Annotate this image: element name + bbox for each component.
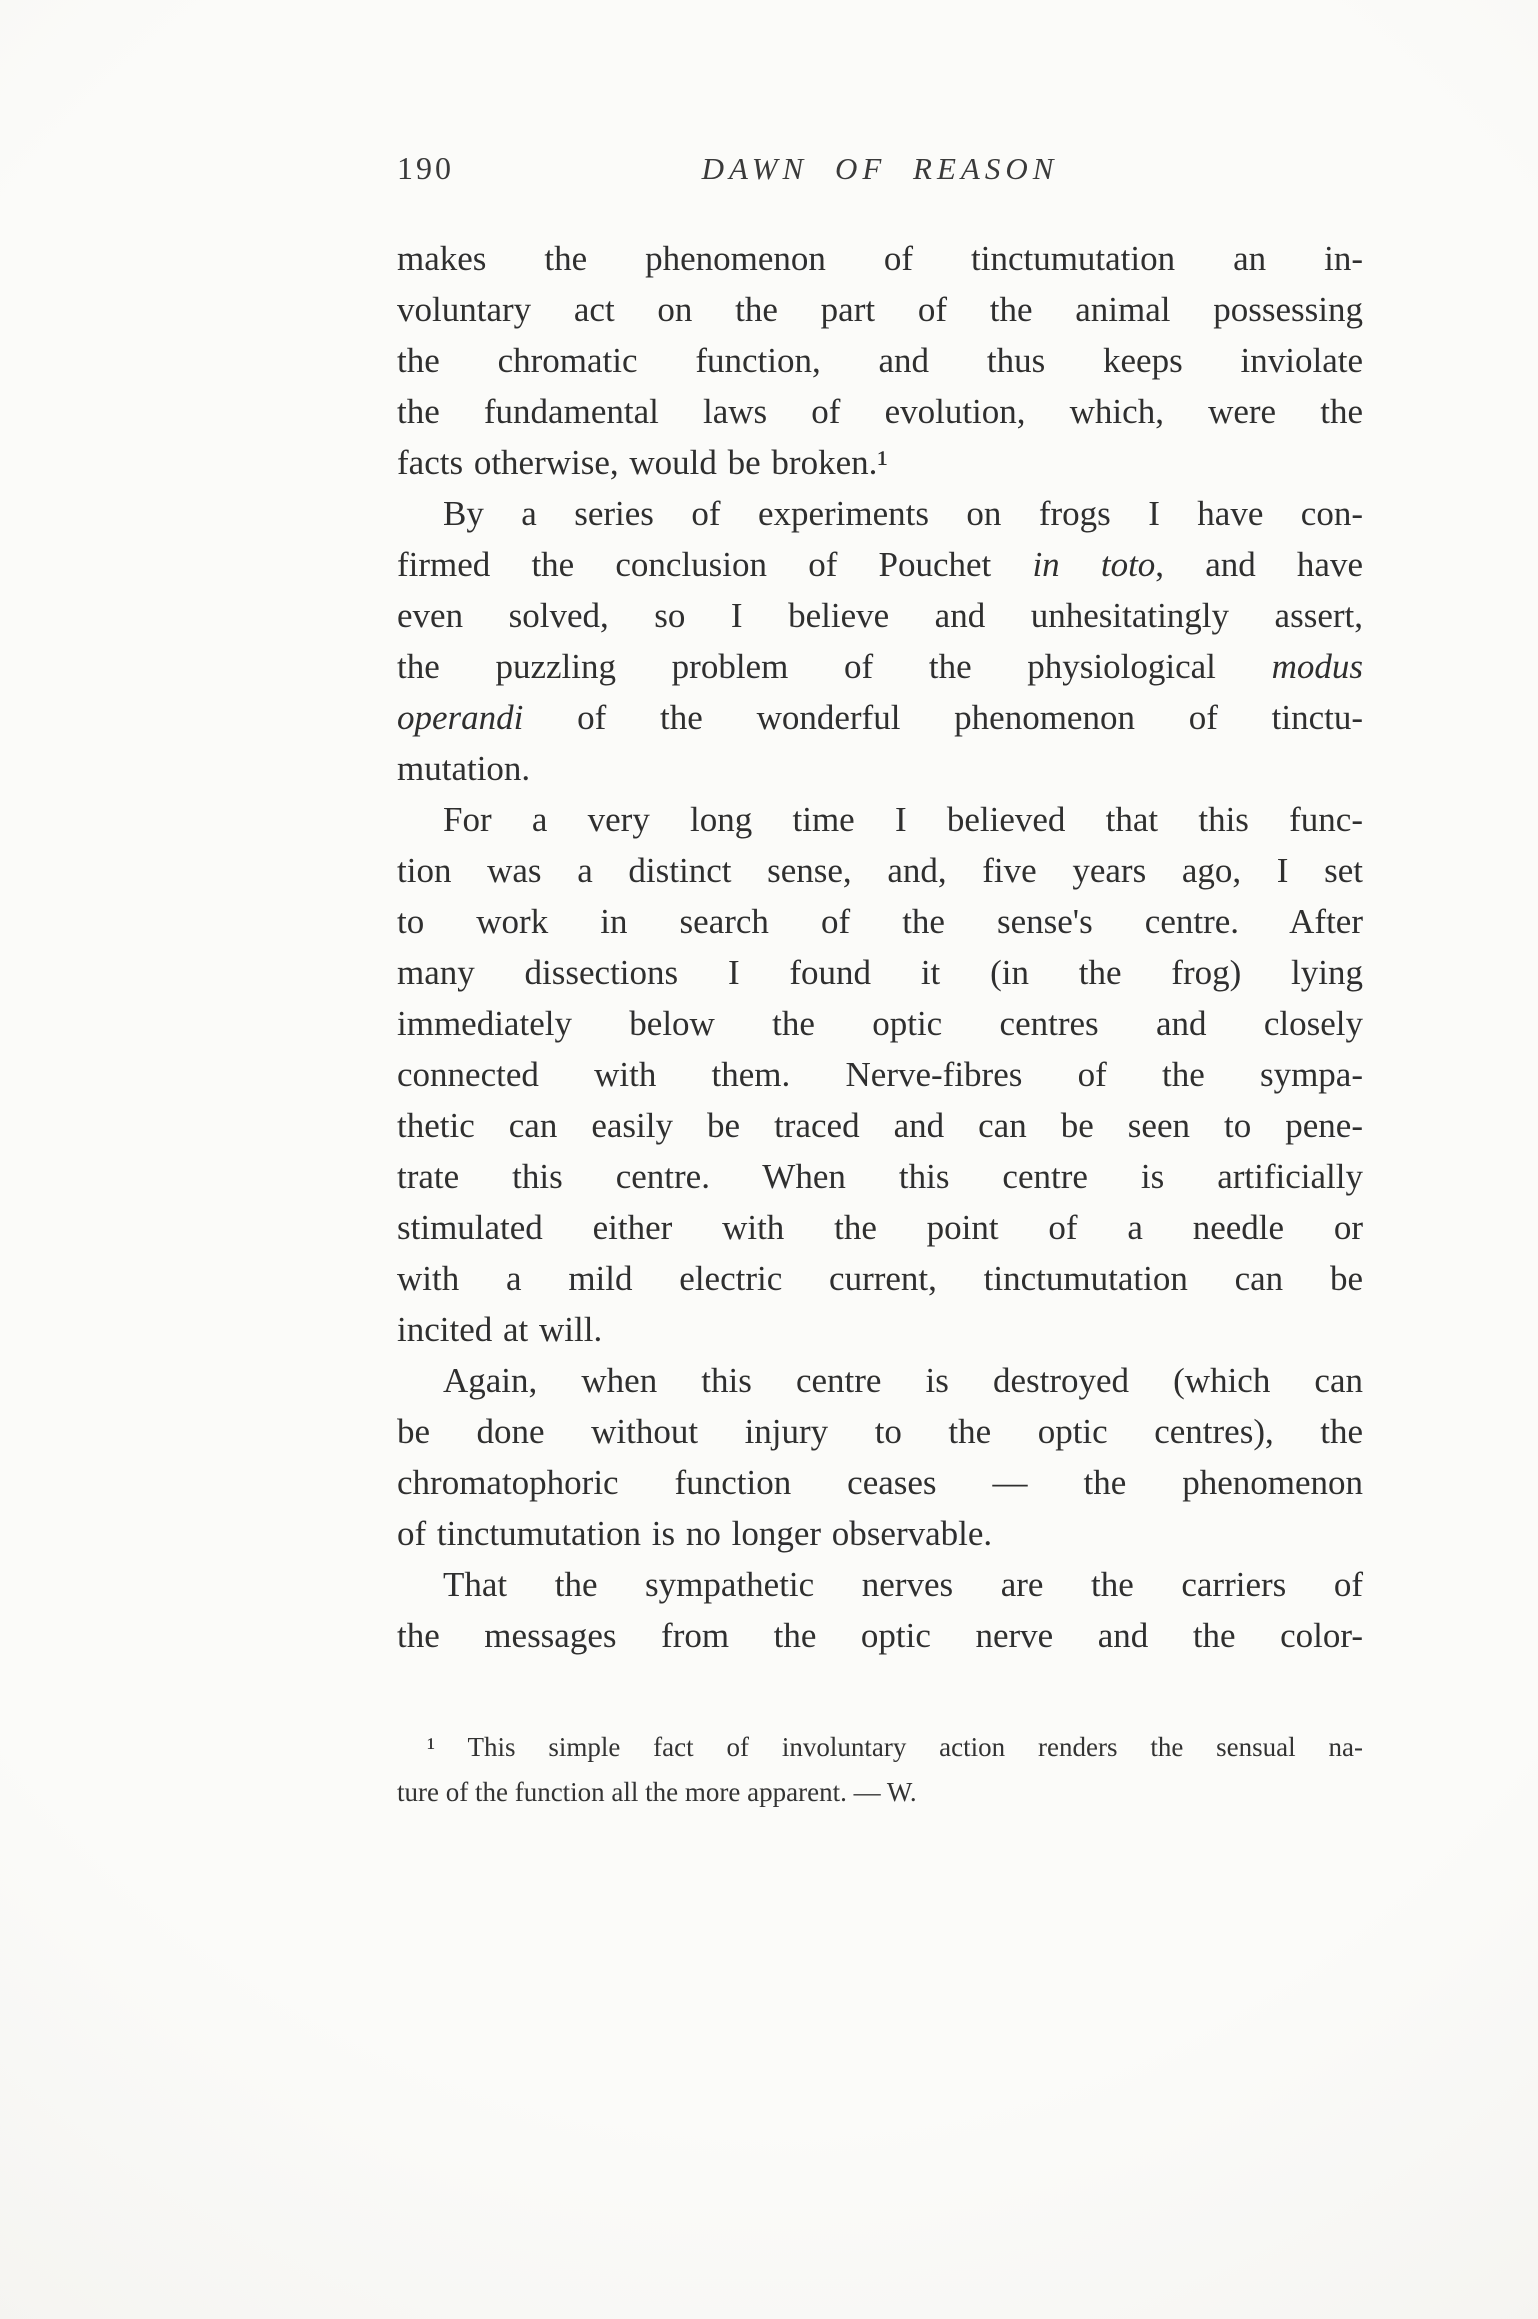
text-line: thetic can easily be traced and can be seen to pene- [397, 1106, 1363, 1145]
text-line: ture of the function all the more apparent. — W. [397, 1777, 917, 1807]
text-line: tion was a distinct sense, and, five years ago, I set [397, 851, 1363, 890]
page-number: 190 [397, 150, 454, 186]
text-line: of tinctumutation is no longer observable. [397, 1514, 993, 1553]
text-line: the messages from the optic nerve and the color- [397, 1616, 1363, 1655]
text-line: even solved, so I believe and unhesitatingly assert, [397, 596, 1363, 635]
text-line: voluntary act on the part of the animal possessing [397, 290, 1363, 329]
paragraph [397, 233, 1363, 488]
paragraph [397, 1355, 1363, 1559]
text-line: with a mild electric current, tinctumutation can be [397, 1259, 1363, 1298]
text-line: mutation. [397, 749, 531, 788]
footnote [397, 1725, 1363, 1815]
text-line: ¹ This simple fact of involuntary action renders the sensual na- [427, 1732, 1363, 1762]
text-line: operandi of the wonderful phenomenon of tinctu- [397, 698, 1363, 737]
text-line: stimulated either with the point of a needle or [397, 1208, 1363, 1247]
text-line: to work in search of the sense's centre. After [397, 902, 1363, 941]
text-line: That the sympathetic nerves are the carriers of [443, 1565, 1363, 1604]
text-line: immediately below the optic centres and closely [397, 1004, 1363, 1043]
text-line: the puzzling problem of the physiological modus [397, 647, 1363, 686]
text-line: incited at will. [397, 1310, 603, 1349]
paragraph [397, 1559, 1363, 1661]
text-line: trate this centre. When this centre is artificially [397, 1157, 1363, 1196]
text-line: connected with them. Nerve-fibres of the sympa- [397, 1055, 1363, 1094]
text-line: be done without injury to the optic centres), the [397, 1412, 1363, 1451]
running-title: DAWN OF REASON [701, 151, 1059, 186]
text-line: By a series of experiments on frogs I have con- [443, 494, 1363, 533]
page-header [397, 150, 1363, 187]
text-line: facts otherwise, would be broken.¹ [397, 443, 888, 482]
text-line: Again, when this centre is destroyed (which can [443, 1361, 1363, 1400]
text-line: chromatophoric function ceases — the phenomenon [397, 1463, 1363, 1502]
text-line: the chromatic function, and thus keeps inviolate [397, 341, 1363, 380]
paragraph [397, 488, 1363, 794]
text-line: the fundamental laws of evolution, which, were the [397, 392, 1363, 431]
text-line: many dissections I found it (in the frog) lying [397, 953, 1363, 992]
text-line: firmed the conclusion of Pouchet in toto, and have [397, 545, 1363, 584]
body-text [397, 233, 1363, 1661]
text-block [397, 150, 1363, 1815]
text-line: For a very long time I believed that this func- [443, 800, 1363, 839]
paragraph [397, 1725, 1363, 1815]
text-line: makes the phenomenon of tinctumutation an in- [397, 239, 1363, 278]
paragraph [397, 794, 1363, 1355]
